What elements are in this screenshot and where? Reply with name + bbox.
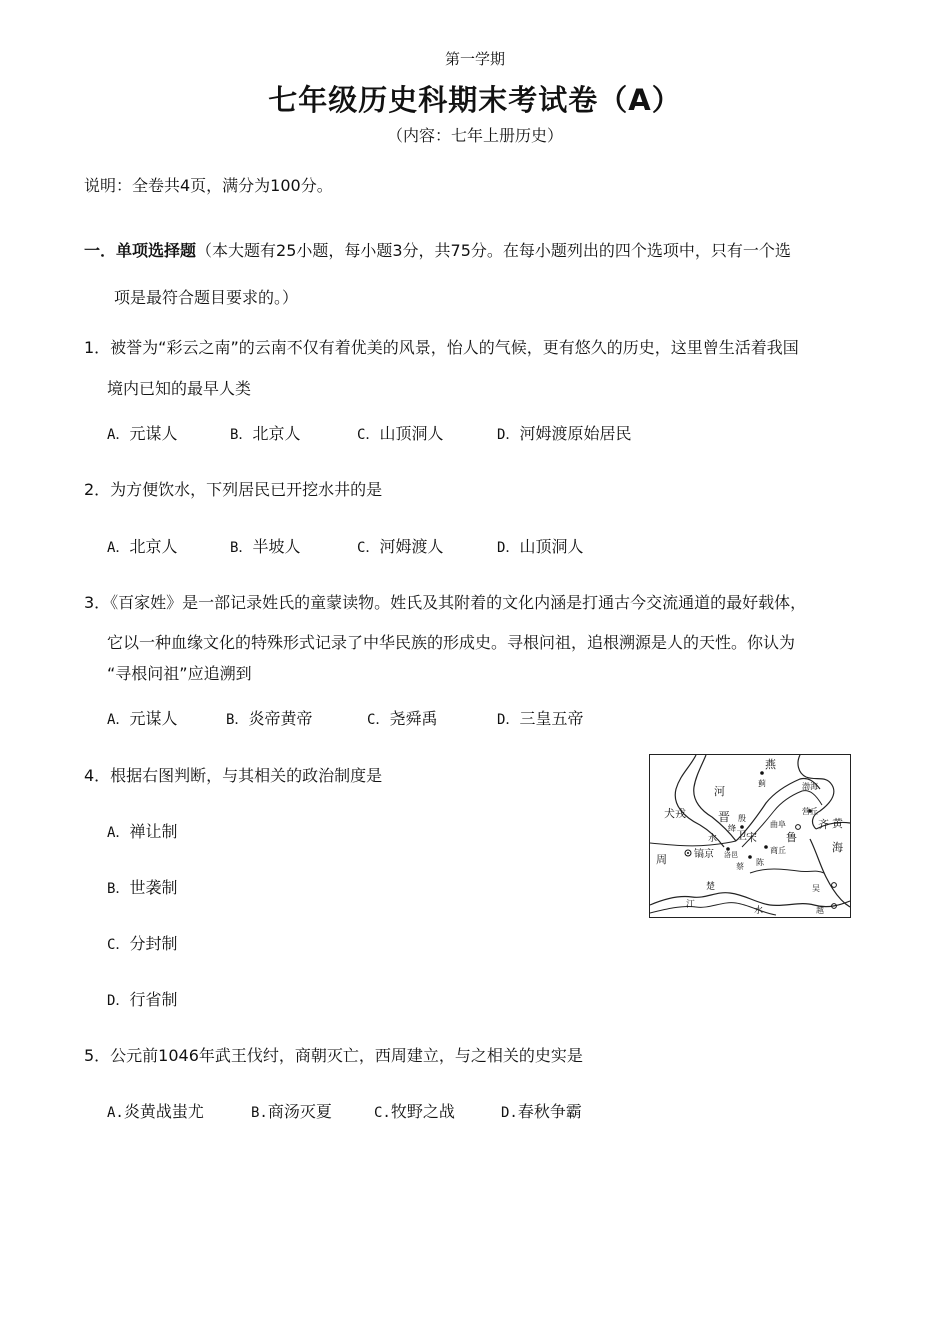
section-heading-line1 bbox=[84, 238, 791, 261]
question-5-option-c[interactable]: C.牧野之战 bbox=[374, 1102, 455, 1121]
map-label-chu: 楚 bbox=[706, 882, 716, 892]
question-4-option-a[interactable]: A．禅让制 bbox=[107, 822, 178, 841]
map-label-song: 宋 bbox=[746, 831, 757, 844]
shangqiu-marker bbox=[764, 845, 768, 849]
question-4-option-c[interactable]: C．分封制 bbox=[107, 934, 178, 953]
semester-label: 第一学期 bbox=[444, 50, 505, 68]
question-2-option-a[interactable]: A．北京人 bbox=[107, 537, 178, 556]
question-3-stem-line2: 它以一种血缘文化的特殊形式记录了中华民族的形成史。寻根问祖，追根溯源是人的天性。你认为 bbox=[107, 633, 796, 652]
question-1-stem-line2: 境内已知的最早人类 bbox=[107, 379, 252, 398]
question-2-option-b[interactable]: B．半坡人 bbox=[230, 537, 301, 556]
map-label-lu: 鲁 bbox=[786, 831, 797, 844]
map-label-yin: 殷 bbox=[738, 814, 746, 823]
exam-title: 七年级历史科期末考试卷（A） bbox=[268, 83, 682, 117]
map-label-jiang-city: 绛 bbox=[728, 824, 736, 833]
section-title: 一．单项选择题 bbox=[84, 241, 197, 260]
question-3-option-a[interactable]: A．元谋人 bbox=[107, 709, 178, 728]
map-label-huang: 黄 bbox=[832, 817, 843, 830]
question-5-option-b[interactable]: B.商汤灭夏 bbox=[251, 1102, 332, 1121]
map-label-cai: 蔡 bbox=[736, 862, 744, 871]
question-2-option-c[interactable]: C．河姆渡人 bbox=[357, 537, 444, 556]
qufu-marker bbox=[796, 825, 801, 830]
map-label-yan: 燕 bbox=[765, 758, 776, 771]
wu-marker bbox=[832, 883, 837, 888]
map-label-jiang: 江 bbox=[686, 900, 696, 910]
question-4-option-d[interactable]: D．行省制 bbox=[107, 990, 178, 1009]
exam-subtitle: （内容：七年上册历史） bbox=[386, 126, 563, 145]
map-label-he: 河 bbox=[714, 785, 725, 798]
huai-river bbox=[750, 869, 824, 873]
question-4-stem: 4．根据右图判断，与其相关的政治制度是 bbox=[84, 766, 383, 785]
map-drawing bbox=[650, 755, 850, 917]
western-zhou-map bbox=[649, 754, 851, 918]
question-3-option-d[interactable]: D．三皇五帝 bbox=[497, 709, 584, 728]
map-label-bohai: 渤海 bbox=[802, 782, 818, 791]
map-label-hai: 海 bbox=[832, 841, 843, 854]
map-label-shangqiu: 商丘 bbox=[770, 846, 786, 855]
map-label-yue: 越 bbox=[816, 906, 824, 915]
question-3-stem-line3: “寻根问祖”应追溯到 bbox=[107, 664, 252, 683]
map-label-haojing: 镐京 bbox=[694, 849, 714, 860]
question-5-option-a[interactable]: A.炎黄战蚩尤 bbox=[107, 1102, 204, 1121]
map-label-wei: 卫 bbox=[736, 829, 747, 842]
map-label-shui2: 水 bbox=[754, 906, 764, 916]
question-2-option-d[interactable]: D．山顶洞人 bbox=[497, 537, 584, 556]
ji-marker bbox=[760, 771, 764, 775]
yangtze-river bbox=[650, 893, 850, 907]
question-1-stem-line1: 1．被誉为“彩云之南”的云南不仅有着优美的风景，怡人的气候，更有悠久的历史，这里曾生活着我国 bbox=[84, 338, 799, 357]
question-1-option-d[interactable]: D．河姆渡原始居民 bbox=[497, 424, 632, 443]
section-description-line2: 项是最符合题目要求的。） bbox=[114, 288, 299, 307]
map-label-qufu: 曲阜 bbox=[770, 820, 786, 829]
question-1-option-c[interactable]: C．山顶洞人 bbox=[357, 424, 444, 443]
question-1-option-a[interactable]: A．元谋人 bbox=[107, 424, 178, 443]
map-label-chen: 陈 bbox=[756, 858, 764, 867]
map-label-qi: 齐 bbox=[818, 818, 829, 831]
question-2-stem: 2．为方便饮水，下列居民已开挖水井的是 bbox=[84, 480, 383, 499]
question-3-option-c[interactable]: C．尧舜禹 bbox=[367, 709, 438, 728]
question-1-option-b[interactable]: B．北京人 bbox=[230, 424, 301, 443]
map-label-zhou: 周 bbox=[656, 853, 667, 866]
question-3-stem-line1: 3．《百家姓》是一部记录姓氏的童蒙读物。姓氏及其附着的文化内涵是打通古今交流通道的最好载体， bbox=[84, 593, 807, 612]
map-label-jin: 晋 bbox=[718, 810, 731, 824]
map-label-yingqiu: 营丘 bbox=[802, 807, 818, 816]
cai-marker bbox=[748, 855, 752, 859]
question-3-option-b[interactable]: B．炎帝黄帝 bbox=[226, 709, 313, 728]
instructions: 说明：全卷共4页，满分为100分。 bbox=[84, 176, 333, 195]
section-description: （本大题有25小题，每小题3分，共75分。在每小题列出的四个选项中，只有一个选 bbox=[196, 241, 791, 260]
map-label-shui1: 水 bbox=[708, 834, 718, 844]
map-label-quanrong: 犬戎 bbox=[664, 807, 686, 820]
map-label-luoyi: 洛邑 bbox=[724, 851, 738, 859]
east-coast bbox=[810, 839, 850, 907]
question-5-option-d[interactable]: D.春秋争霸 bbox=[501, 1102, 582, 1121]
map-label-ji: 蓟 bbox=[758, 779, 766, 788]
map-label-wu: 吴 bbox=[812, 884, 820, 893]
question-4-option-b[interactable]: B．世袭制 bbox=[107, 878, 178, 897]
question-5-stem: 5．公元前1046年武王伐纣，商朝灭亡，西周建立，与之相关的史实是 bbox=[84, 1046, 583, 1065]
haojing-marker-dot bbox=[687, 852, 689, 854]
